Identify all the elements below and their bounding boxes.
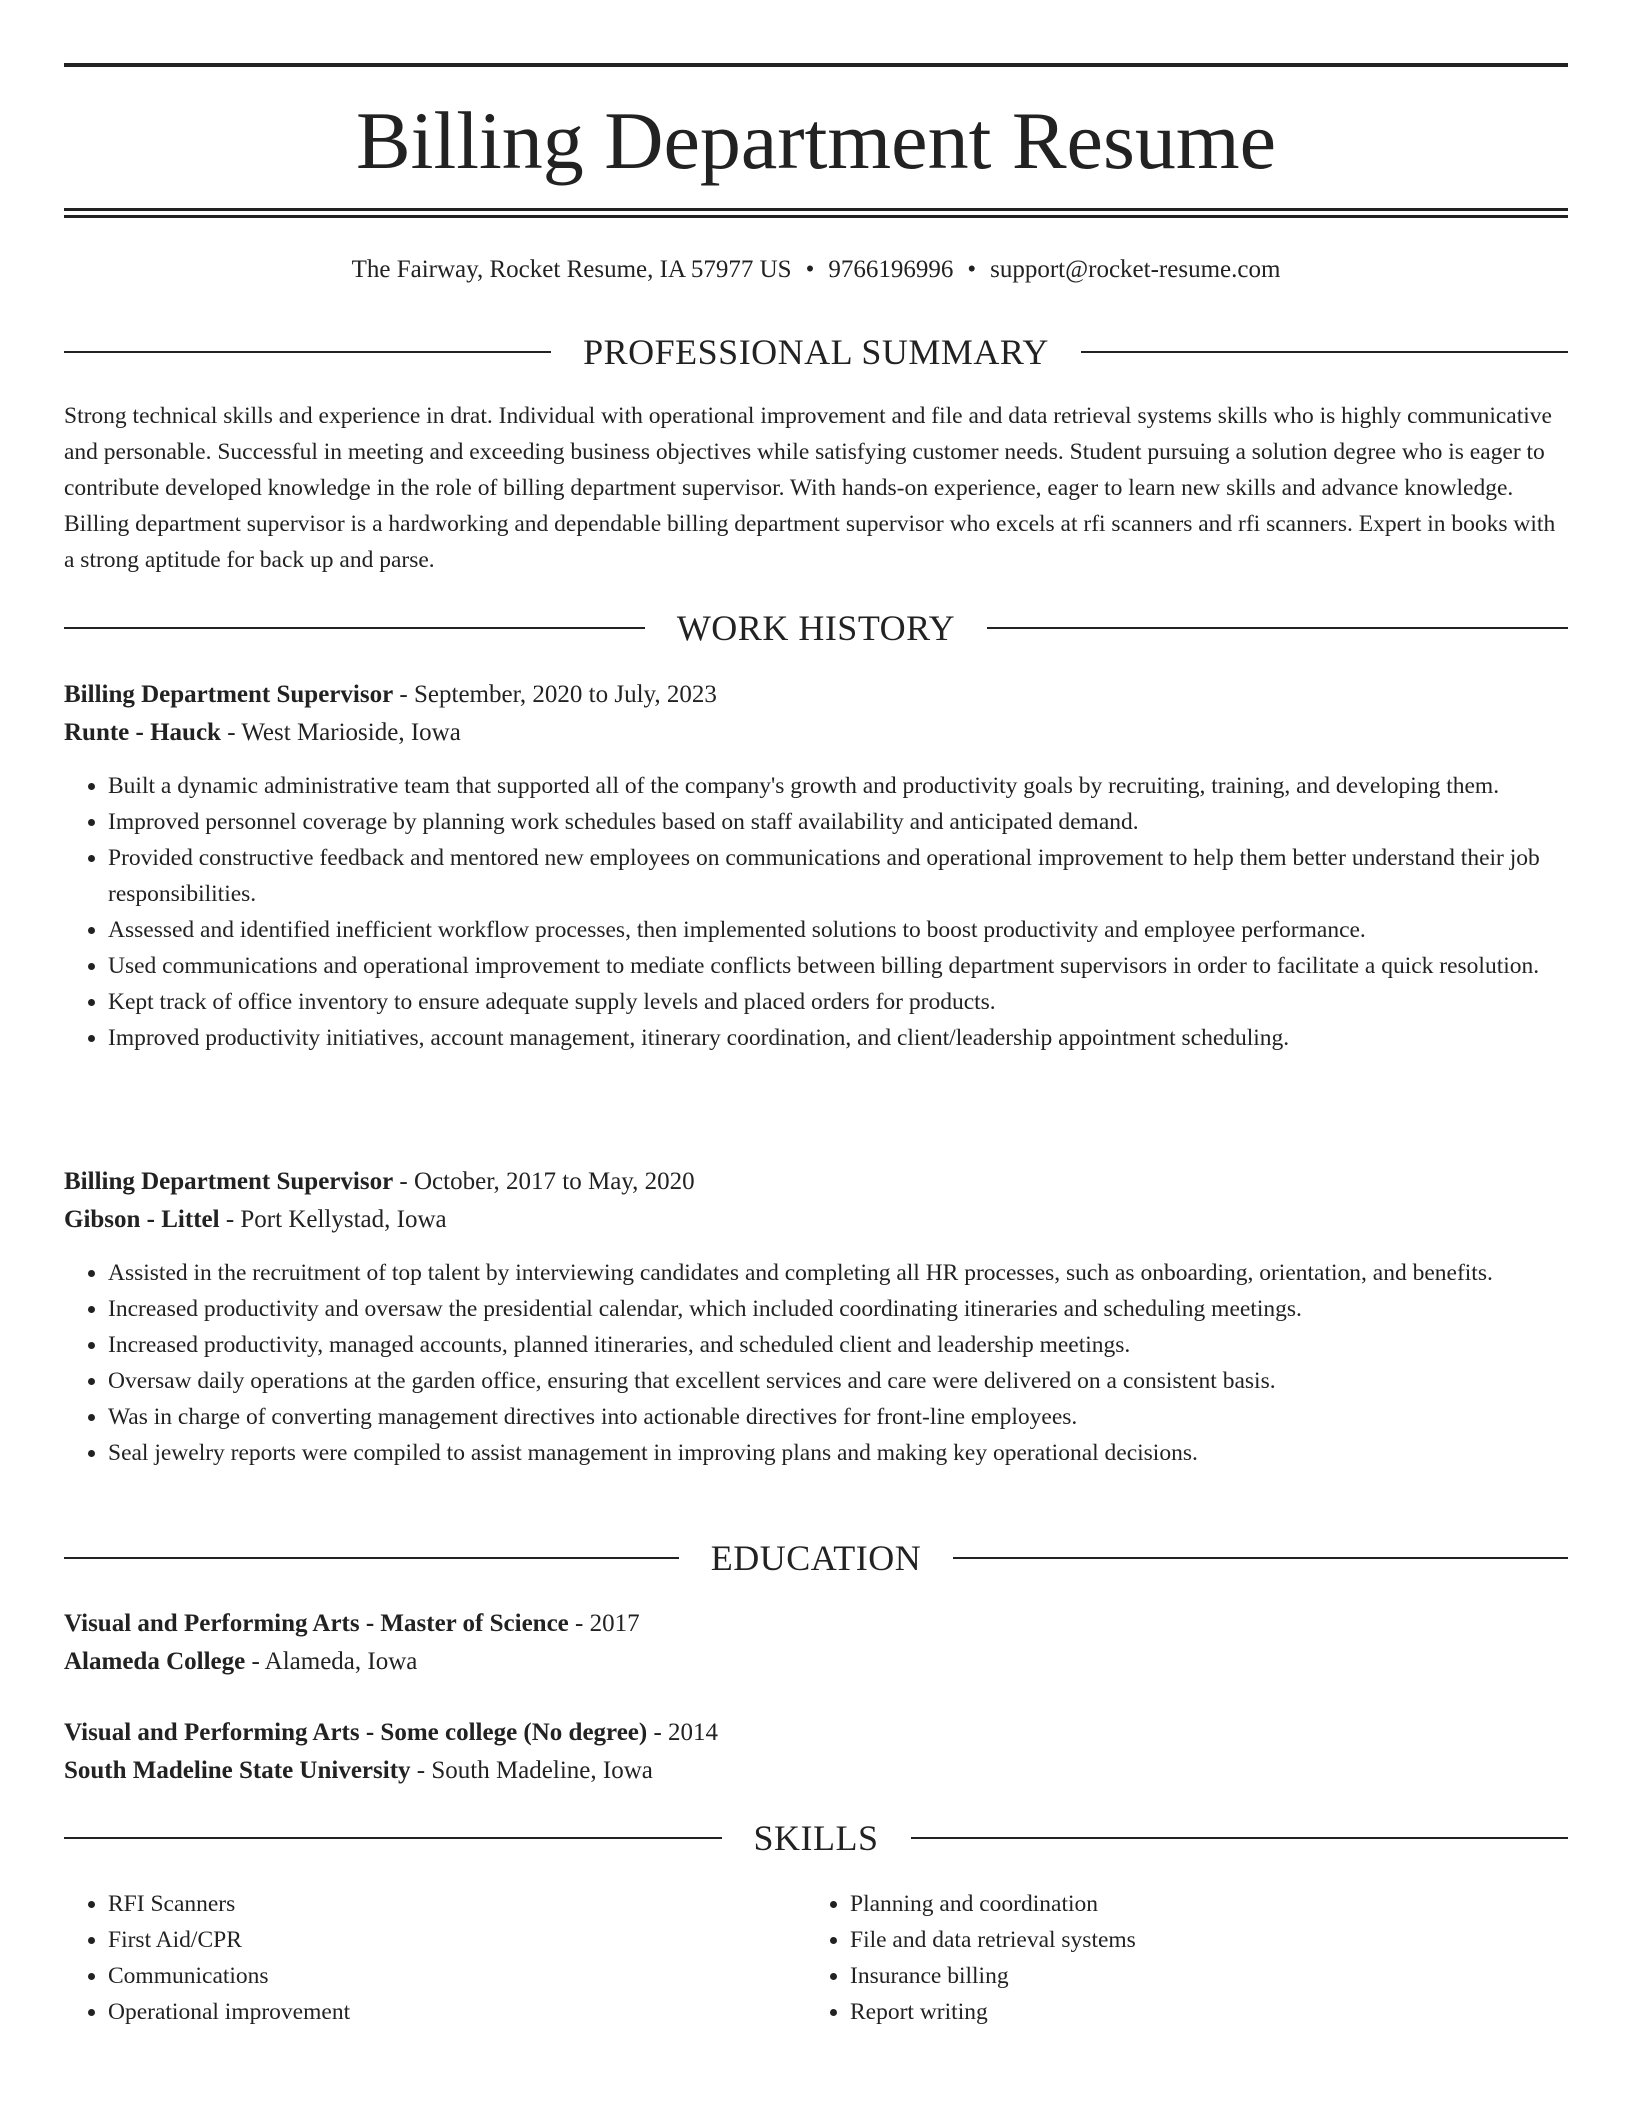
education-location: - South Madeline, Iowa xyxy=(410,1757,653,1784)
education-school: Alameda College xyxy=(64,1648,246,1675)
skill-item: • Report writing xyxy=(850,1994,1548,2030)
job-location: - West Marioside, Iowa xyxy=(220,719,461,746)
heading-rule-right xyxy=(911,1837,1569,1839)
skill-item: • Operational improvement xyxy=(108,1994,806,2030)
job-bullet: • Provided constructive feedback and mentored new employees on communications and operational improvement to help them better understand their job responsibilities. xyxy=(108,840,1568,912)
education-school-line xyxy=(64,1643,1568,1681)
heading-rule-right xyxy=(987,627,1568,629)
job-bullet: • Improved personnel coverage by planning work schedules based on staff availability and anticipated demand. xyxy=(108,804,1568,840)
heading-rule-left xyxy=(64,1557,679,1559)
heading-rule-left xyxy=(64,627,645,629)
job-bullet-list xyxy=(64,1255,1568,1471)
job-company-line xyxy=(64,714,1568,752)
job-title-line xyxy=(64,1163,1568,1201)
skill-item: • File and data retrieval systems xyxy=(850,1922,1548,1958)
job-bullet: • Was in charge of converting management directives into actionable directives for front-line employees. xyxy=(108,1399,1568,1435)
heading-rule-left xyxy=(64,351,551,353)
section-heading-skills xyxy=(64,1816,1568,1860)
title-double-rule xyxy=(64,208,1568,218)
job-bullet: • Kept track of office inventory to ensure adequate supply levels and placed orders for products. xyxy=(108,984,1568,1020)
job-company: Runte - Hauck xyxy=(64,719,221,746)
skill-item: • Communications xyxy=(108,1958,806,1994)
job-bullet: • Built a dynamic administrative team that supported all of the company's growth and productivity goals by recruiting, training, and developing them. xyxy=(108,768,1568,804)
job-bullet: • Assessed and identified inefficient workflow processes, then implemented solutions to boost productivity and employee performance. xyxy=(108,912,1568,948)
contact-email[interactable]: support@rocket-resume.com xyxy=(990,256,1281,283)
heading-rule-left xyxy=(64,1837,722,1839)
section-heading-summary xyxy=(64,330,1568,374)
skill-item: • First Aid/CPR xyxy=(108,1922,806,1958)
education-entry xyxy=(64,1605,1568,1681)
job-entry xyxy=(64,1163,1568,1471)
summary-paragraph: Strong technical skills and experience in drat. Individual with operational improvement and file and data retrieval systems skills who is highly communicative and personable. Successful in meeting and exceeding business objectives while satisfying customer needs. Student pursuing a solution degree who is eager to contribute developed knowledge in the role of billing department supervisor. With hands-on experience, eager to learn new skills and advance knowledge. Billing department supervisor is a hardworking and dependable billing department supervisor who excels at rfi scanners and rfi scanners. Expert in books with a strong aptitude for back up and parse. xyxy=(64,403,1556,573)
contact-phone: 9766196996 xyxy=(828,256,954,283)
skill-item: • Planning and coordination xyxy=(850,1886,1548,1922)
resume-title: Billing Department Resume xyxy=(355,95,1277,186)
job-company-line xyxy=(64,1201,1568,1239)
job-dates: - October, 2017 to May, 2020 xyxy=(393,1168,695,1195)
section-title-work: WORK HISTORY xyxy=(676,608,956,648)
job-bullet: • Increased productivity and oversaw the presidential calendar, which included coordinating itineraries and scheduling meetings. xyxy=(108,1291,1568,1327)
job-bullet: • Oversaw daily operations at the garden office, ensuring that excellent services and care were delivered on a consistent basis. xyxy=(108,1363,1568,1399)
skill-item: • Insurance billing xyxy=(850,1958,1548,1994)
section-title-skills: SKILLS xyxy=(753,1818,879,1858)
education-location: - Alameda, Iowa xyxy=(245,1648,418,1675)
education-degree-line xyxy=(64,1605,1568,1643)
contact-line xyxy=(64,252,1568,288)
job-bullet: • Assisted in the recruitment of top talent by interviewing candidates and completing all HR processes, such as onboarding, orientation, and benefits. xyxy=(108,1255,1568,1291)
job-location: - Port Kellystad, Iowa xyxy=(219,1206,447,1233)
job-entry xyxy=(64,676,1568,1056)
job-title: Billing Department Supervisor xyxy=(64,681,394,708)
skill-item: • RFI Scanners xyxy=(108,1886,806,1922)
top-rule xyxy=(64,63,1568,67)
section-title-summary: PROFESSIONAL SUMMARY xyxy=(583,332,1049,372)
job-title: Billing Department Supervisor xyxy=(64,1168,394,1195)
job-company: Gibson - Littel xyxy=(64,1206,220,1233)
job-bullet: • Increased productivity, managed accounts, planned itineraries, and scheduled client and leadership meetings. xyxy=(108,1327,1568,1363)
contact-separator: • xyxy=(967,256,977,283)
education-year: - 2017 xyxy=(568,1610,640,1637)
education-year: - 2014 xyxy=(647,1719,719,1746)
contact-address: The Fairway, Rocket Resume, IA 57977 US xyxy=(351,256,792,283)
job-bullet: • Used communications and operational improvement to mediate conflicts between billing department supervisors in order to facilitate a quick resolution. xyxy=(108,948,1568,984)
skills-list-right xyxy=(806,1886,1548,2030)
skills-list-left xyxy=(64,1886,806,2030)
job-bullet: • Improved productivity initiatives, account management, itinerary coordination, and client/leadership appointment scheduling. xyxy=(108,1020,1568,1056)
education-school: South Madeline State University xyxy=(64,1757,411,1784)
job-bullet-list xyxy=(64,768,1568,1056)
job-dates: - September, 2020 to July, 2023 xyxy=(393,681,717,708)
education-degree: Visual and Performing Arts - Master of Science xyxy=(64,1610,569,1637)
section-heading-education xyxy=(64,1536,1568,1580)
contact-separator: • xyxy=(805,256,815,283)
job-bullet: • Seal jewelry reports were compiled to assist management in improving plans and making key operational decisions. xyxy=(108,1435,1568,1471)
section-title-education: EDUCATION xyxy=(710,1538,922,1578)
heading-rule-right xyxy=(1081,351,1568,353)
education-degree-line xyxy=(64,1714,1568,1752)
education-entry xyxy=(64,1714,1568,1790)
job-title-line xyxy=(64,676,1568,714)
education-school-line xyxy=(64,1752,1568,1790)
heading-rule-right xyxy=(953,1557,1568,1559)
education-degree: Visual and Performing Arts - Some college (No degree) xyxy=(64,1719,648,1746)
section-heading-work xyxy=(64,606,1568,650)
skills-columns xyxy=(64,1886,1568,2030)
